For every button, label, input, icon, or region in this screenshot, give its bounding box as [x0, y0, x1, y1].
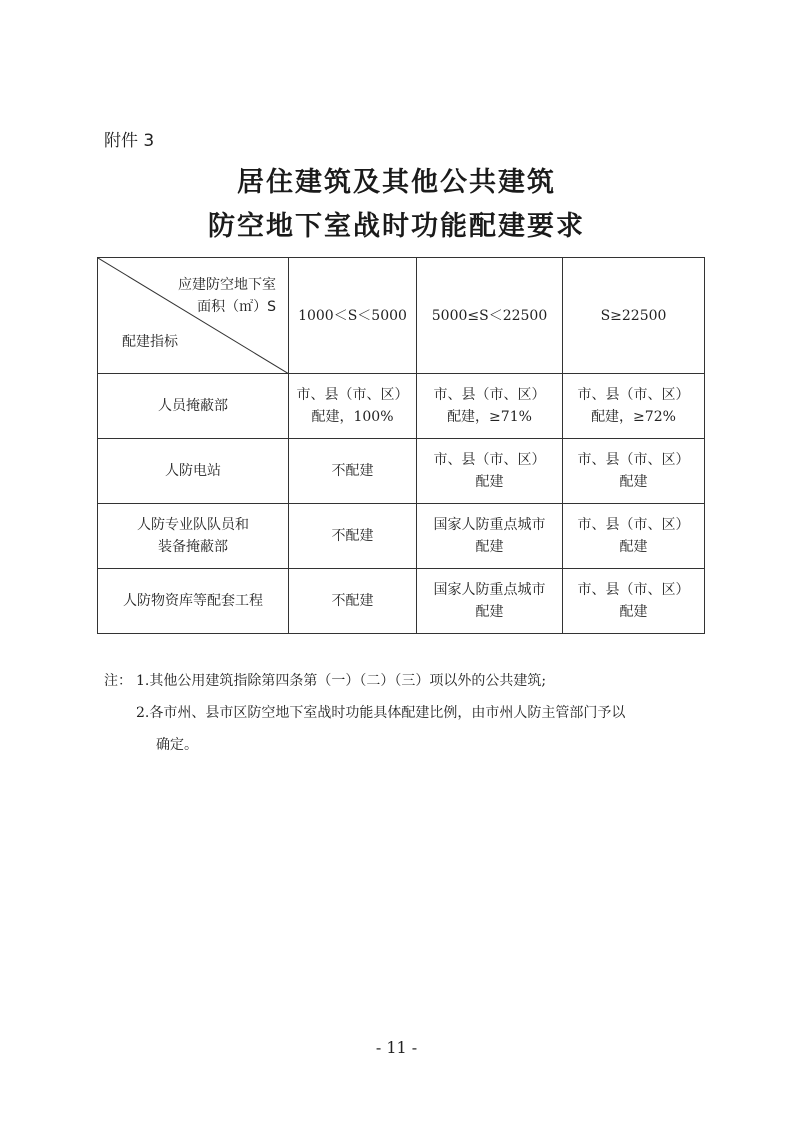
table-row	[98, 374, 705, 439]
note-2-continuation: 确定。	[156, 737, 198, 753]
attachment-label: 附件 3	[104, 131, 155, 151]
corner-top-label: 应建防空地下室 面积（㎡）S	[178, 277, 276, 315]
row-label: 人防物资库等配套工程	[98, 569, 289, 634]
table-cell: 市、县（市、区） 配建，100%	[289, 374, 417, 439]
table-cell: 不配建	[289, 504, 417, 569]
table-cell: 不配建	[289, 439, 417, 504]
table-cell: 不配建	[289, 569, 417, 634]
column-header-1: 1000＜S＜5000	[289, 258, 417, 374]
table-cell: 市、县（市、区） 配建，≥71%	[417, 374, 563, 439]
notes-label: 注：	[104, 673, 132, 689]
table-header-row	[98, 258, 705, 374]
table-cell: 国家人防重点城市 配建	[417, 504, 563, 569]
column-header-2: 5000≤S＜22500	[417, 258, 563, 374]
table-row	[98, 504, 705, 569]
table-cell: 市、县（市、区） 配建	[563, 569, 705, 634]
page-title-line-2: 防空地下室战时功能配建要求	[208, 211, 585, 242]
table-corner-cell	[98, 258, 289, 374]
table-cell: 国家人防重点城市 配建	[417, 569, 563, 634]
note-1: 1.其他公用建筑指除第四条第（一）（二）（三）项以外的公共建筑;	[136, 673, 547, 689]
table-cell: 市、县（市、区） 配建	[563, 439, 705, 504]
table-cell: 市、县（市、区） 配建，≥72%	[563, 374, 705, 439]
table-row	[98, 439, 705, 504]
row-label: 人防电站	[98, 439, 289, 504]
note-2: 2.各市州、县市区防空地下室战时功能具体配建比例，由市州人防主管部门予以	[136, 705, 626, 721]
requirements-table	[97, 257, 705, 634]
table-cell: 市、县（市、区） 配建	[417, 439, 563, 504]
page-number: - 11 -	[375, 1038, 418, 1057]
page-title-line-1: 居住建筑及其他公共建筑	[237, 167, 556, 198]
row-label: 人员掩蔽部	[98, 374, 289, 439]
table-row	[98, 569, 705, 634]
column-header-3: S≥22500	[563, 258, 705, 374]
row-label: 人防专业队队员和 装备掩蔽部	[98, 504, 289, 569]
table-cell: 市、县（市、区） 配建	[563, 504, 705, 569]
corner-bottom-label: 配建指标	[122, 334, 178, 350]
